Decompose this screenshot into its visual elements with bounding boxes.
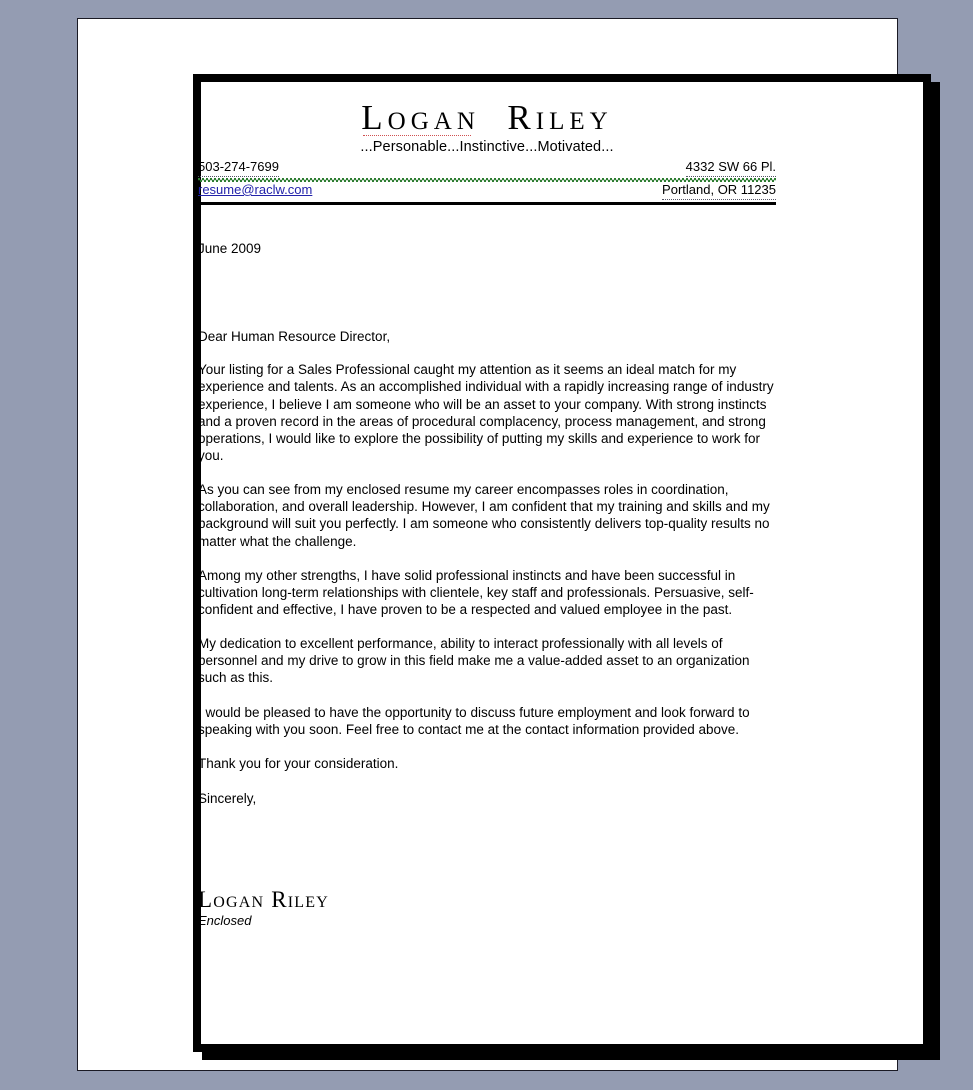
signature-last-name: Riley: [271, 886, 330, 912]
contact-block: [198, 159, 776, 206]
contact-row-primary: [198, 159, 776, 177]
letterhead-last-name: Riley: [507, 98, 613, 137]
letter-paragraph: As you can see from my enclosed resume my career encompasses roles in coordination, collaboration, and overall leadership. However, I am confident that my training and skills and my background will suit you perfectly. I am someone who consistently delivers top-quality results no matter what the challenge.: [198, 482, 770, 549]
signature-name: [198, 888, 776, 912]
header-divider-rule: [198, 202, 776, 205]
letterhead-first-name: Logan: [361, 98, 480, 137]
phone-number: 503-274-7699: [198, 159, 279, 177]
enclosure-note: Enclosed: [198, 912, 252, 928]
letter-closing: Sincerely,: [198, 790, 257, 806]
letterhead-name: [198, 100, 776, 137]
address-line-1: 4332 SW 66 Pl.: [686, 159, 776, 177]
letter-thanks: Thank you for your consideration.: [198, 755, 399, 771]
letterhead-tagline: ...Personable...Instinctive...Motivated...: [360, 138, 614, 155]
letter-paragraph: My dedication to excellent performance, ability to interact professionally with all levels of personnel and my drive to grow in this field make me a value-added asset to an organization such as this.: [198, 636, 750, 686]
email-link[interactable]: resume@raclw.com: [198, 182, 313, 197]
letter-salutation: Dear Human Resource Director,: [198, 329, 391, 345]
contact-row-secondary: [198, 182, 776, 200]
letter-paragraph: I would be pleased to have the opportunity to discuss future employment and look forward to speaking with you soon. Feel free to contact me at the contact information provided above.: [198, 704, 750, 737]
signature-first-name: Logan: [198, 886, 265, 912]
letter-date: June 2009: [198, 241, 262, 257]
letter-paragraph: Your listing for a Sales Professional caught my attention as it seems an ideal match for my experience and talents. As an accomplished individual with a rapidly increasing range of industry experience, I believe I am someone who will be an asset to your company. With strong instincts and a proven record in the areas of procedural complacency, process management, and strong operations, I would like to explore the possibility of putting my skills and experience to work for you.: [198, 362, 774, 463]
address-line-2: Portland, OR 11235: [662, 182, 776, 200]
letter-paragraph: Among my other strengths, I have solid professional instincts and have been successful in cultivation long-term relationships with clientele, key staff and professionals. Persuasive, self-confident and effective, I have proven to be a respected and valued employee in the past.: [198, 567, 754, 617]
letter-content: [198, 100, 776, 928]
